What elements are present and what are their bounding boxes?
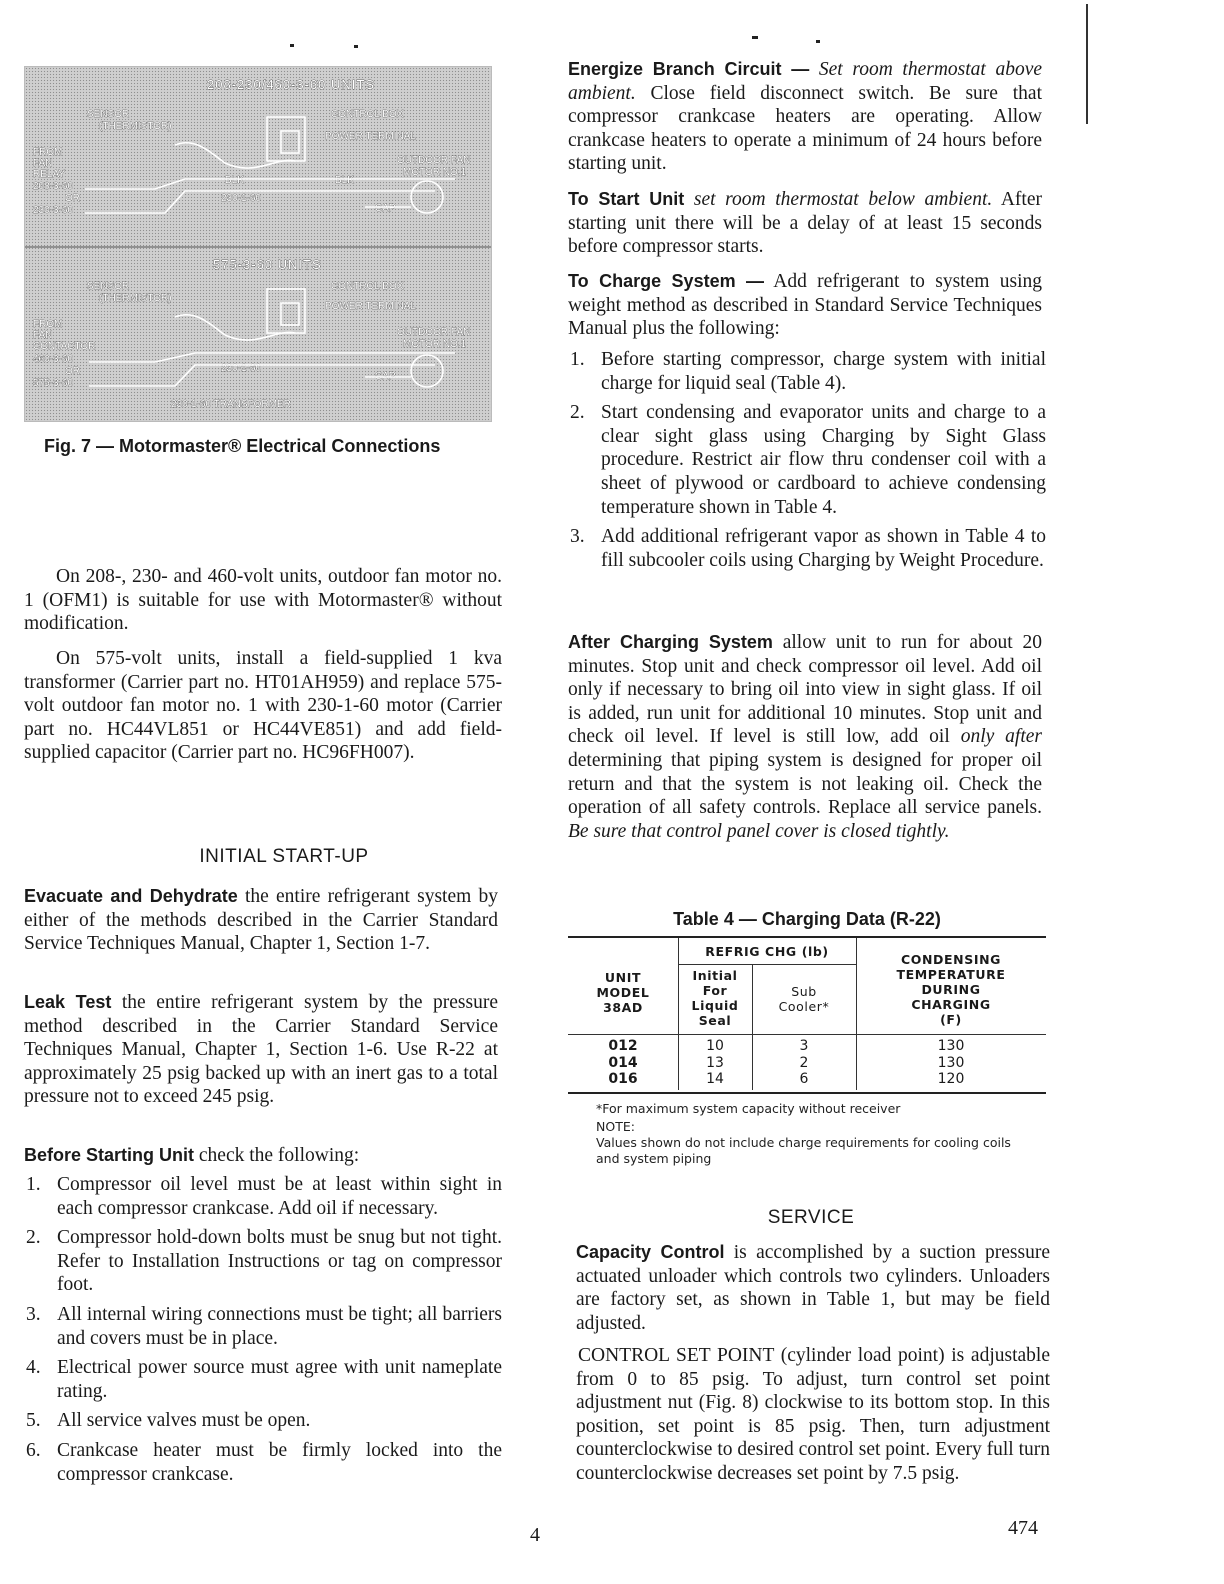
header-unit-model bbox=[568, 970, 678, 1015]
panel-2-contactor: CONTACTOR bbox=[33, 341, 96, 352]
checklist-text: Compressor hold-down bolts must be snug but not tight. Refer to Installation Instructions or tag on compressor foot. bbox=[57, 1227, 502, 1296]
header-condensing-line: CONDENSING bbox=[900, 952, 1001, 967]
panel-2-cap: CAP bbox=[375, 371, 396, 382]
panel-1-motor-circle bbox=[411, 181, 443, 213]
transformer-paragraph: On 575-volt units, install a field-supplied 1 kva transformer (Carrier part no. HT01AH959) and replace 575-volt outdoor fan motor no. 1 with 230-1-60 motor (Carrier part no. HC44VL851 or HC44VE851) and add field-supplied capacitor (Carrier part no. HC96FH007). bbox=[24, 648, 502, 764]
capacity-control-lead: Capacity Control bbox=[576, 1242, 725, 1262]
header-sub-cooler bbox=[752, 984, 856, 1014]
checklist-text: All service valves must be open. bbox=[57, 1410, 311, 1432]
checklist-item bbox=[24, 1439, 502, 1486]
panel-1-outdoor-fan: OUTDOOR FAN bbox=[397, 155, 471, 166]
header-unit-line: MODEL bbox=[596, 985, 650, 1000]
scan-mark bbox=[290, 44, 294, 47]
after-charging-italic-2: Be sure that control panel cover is closed tightly. bbox=[568, 820, 950, 842]
checklist-item bbox=[24, 1226, 502, 1297]
panel-2-power-terminal: POWER TERMINAL bbox=[325, 301, 416, 312]
panel-1-line-a bbox=[85, 179, 455, 189]
evacuate-paragraph bbox=[24, 885, 498, 956]
panel-2-thermistor: (THERMISTOR) bbox=[99, 293, 172, 304]
table-hline bbox=[568, 1034, 1046, 1035]
wiring-diagram bbox=[25, 67, 491, 421]
panel-1-or: OR bbox=[65, 193, 80, 204]
checklist-item bbox=[24, 1356, 502, 1403]
panel-2-transformer: 230-1-60 TRANSFORMER bbox=[171, 399, 291, 410]
table-cell-initial: 10 bbox=[706, 1038, 724, 1054]
charge-step-text: Before starting compressor, charge system with initial charge for liquid seal (Table 4). bbox=[601, 349, 1046, 394]
table-cell-temp: 130 bbox=[937, 1038, 965, 1054]
panel-1-fan: FAN bbox=[33, 158, 53, 169]
leak-test-paragraph bbox=[24, 991, 498, 1109]
table-cell-model: 014 bbox=[608, 1054, 638, 1071]
evacuate-text: the entire refrigerant system by either of the methods described in the Carrier Standard Service Techniques Manual, Chapter 1, Section 1-7. bbox=[24, 886, 498, 955]
panel-1-motor-no: MOTOR NO.1 bbox=[403, 167, 467, 178]
panel-2-or: OR bbox=[65, 366, 80, 377]
table-cell-model: 012 bbox=[608, 1038, 638, 1054]
charge-step-number: 3. bbox=[570, 526, 585, 548]
checklist-number: 3. bbox=[26, 1303, 41, 1325]
panel-2-control-box: CONTROL BOX bbox=[331, 281, 404, 292]
energize-text: Close field disconnect switch. Be sure that compressor crankcase heaters are operating. Allow crankcase heaters to operate a minimum of 24 hours before starting unit. bbox=[568, 82, 1042, 175]
document-number: 474 bbox=[1008, 1517, 1038, 1539]
before-starting-paragraph bbox=[24, 1144, 498, 1168]
charge-step-number: 2. bbox=[570, 402, 585, 424]
panel-2-motor-no: MOTOR NO.1 bbox=[403, 339, 467, 350]
header-sub-line: Sub bbox=[791, 984, 817, 999]
sub-cooler-column bbox=[752, 1038, 856, 1088]
table-cell-sub: 3 bbox=[799, 1038, 809, 1054]
header-unit-line: UNIT bbox=[604, 970, 642, 985]
before-starting-text: check the following: bbox=[198, 1145, 360, 1166]
wiring-figure bbox=[24, 66, 492, 422]
checklist-text: All internal wiring connections must be tight; all barriers and covers must be in place. bbox=[57, 1303, 502, 1349]
panel-1-blk-2: BLK bbox=[335, 175, 354, 186]
panel-2-sensor: SENSOR bbox=[87, 281, 130, 292]
panel-2-voltage-a: 460-3-60 bbox=[33, 354, 74, 365]
evacuate-lead: Evacuate and Dehydrate bbox=[24, 886, 238, 906]
panel-1-voltage-b: 230-3-60 bbox=[33, 205, 74, 216]
panel-1-motor-voltage: 230-1-60 bbox=[221, 193, 262, 204]
checklist-item bbox=[24, 1303, 502, 1350]
panel-2-sensor-wire bbox=[175, 315, 295, 340]
header-initial-line: Liquid bbox=[691, 998, 739, 1013]
panel-2-line-a bbox=[89, 353, 455, 362]
header-refrig-chg: REFRIG CHG (lb) bbox=[705, 944, 829, 959]
header-condensing-temperature bbox=[856, 952, 1046, 1027]
table-note-label: NOTE: bbox=[596, 1119, 635, 1134]
after-charging-lead: After Charging System bbox=[568, 632, 773, 652]
charge-step bbox=[568, 401, 1046, 519]
energize-italic: Set room thermostat above ambient. bbox=[568, 59, 1043, 104]
panel-1-blk-1: BLK bbox=[225, 175, 244, 186]
table-cell-sub: 6 bbox=[799, 1071, 809, 1087]
header-condensing-line: DURING bbox=[921, 982, 981, 997]
scan-mark bbox=[354, 45, 358, 48]
checklist-number: 5. bbox=[26, 1410, 41, 1432]
charge-step-text: Add additional refrigerant vapor as shown in Table 4 to fill subcooler coils using Charging by Weight Procedure. bbox=[601, 526, 1046, 571]
to-charge-paragraph bbox=[568, 270, 1042, 341]
charge-step bbox=[568, 348, 1046, 395]
charging-data-table bbox=[568, 936, 1046, 1094]
to-start-italic: set room thermostat below ambient. bbox=[693, 189, 993, 210]
panel-1-control-box: CONTROL BOX bbox=[331, 109, 404, 120]
condensing-temp-column bbox=[856, 1038, 1046, 1088]
header-unit-line: 38AD bbox=[603, 1000, 643, 1015]
checklist-item bbox=[24, 1173, 502, 1220]
panel-1-sensor: SENSOR bbox=[87, 109, 130, 120]
checklist-text: Crankcase heater must be firmly locked into the compressor crankcase. bbox=[57, 1439, 502, 1485]
panel-2-motor-voltage: 230-1-60 bbox=[221, 363, 262, 374]
to-start-text: After starting unit there will be a delay of at least 15 seconds before compressor starts. bbox=[568, 189, 1042, 258]
service-heading: SERVICE bbox=[767, 1207, 855, 1228]
energize-paragraph bbox=[568, 58, 1042, 176]
panel-1-voltage-a: 208-3-60 bbox=[33, 181, 74, 192]
checklist-item bbox=[24, 1409, 502, 1433]
panel-1-relay: RELAY bbox=[33, 169, 66, 180]
checklist-number: 6. bbox=[26, 1439, 41, 1461]
header-condensing-line: TEMPERATURE bbox=[896, 967, 1006, 982]
charge-step-text: Start condensing and evaporator units and charge to a clear sight glass using Charging by Sight Glass procedure. Restrict air flow thru condenser coil with a sheet of plywood or cardboard to achieve condensing temperature shown in Table 4. bbox=[601, 402, 1046, 518]
panel-2-outdoor-fan: OUTDOOR FAN bbox=[397, 327, 471, 338]
panel-1-from: FROM bbox=[33, 147, 63, 158]
table-cell-initial: 13 bbox=[706, 1054, 724, 1071]
panel-1-terminal-shape bbox=[281, 131, 299, 153]
header-initial-line: Initial bbox=[692, 968, 738, 983]
after-charging-text: allow unit to run for about 20 minutes. Stop unit and check compressor oil level. Add oil only if necessary to bring oil into view in sight glass. If oil is added, run unit for additional 10 minutes. Stop unit and check oil level. If level is still low, add oil bbox=[568, 632, 1042, 748]
table-hline bbox=[678, 964, 856, 965]
before-starting-lead: Before Starting Unit bbox=[24, 1145, 195, 1165]
page-number: 4 bbox=[530, 1524, 540, 1546]
table-title: Table 4 — Charging Data (R-22) bbox=[673, 909, 941, 929]
charge-step bbox=[568, 525, 1046, 572]
panel-2-from: FROM bbox=[33, 319, 63, 330]
header-sub-line: Cooler* bbox=[778, 999, 830, 1014]
initial-charge-column bbox=[678, 1038, 752, 1088]
after-charging-text-2: determining that piping system is designed for proper oil return and that the system is not leaking oil. Check the operation of all safety controls. Replace all service panels. bbox=[568, 749, 1042, 819]
startup-checklist bbox=[24, 1173, 502, 1486]
panel-1-power-terminal: POWER TERMINAL bbox=[325, 131, 416, 142]
after-charging-italic-1: only after bbox=[960, 726, 1042, 748]
header-condensing-line: (F) bbox=[940, 1012, 962, 1027]
checklist-text: Electrical power source must agree with unit nameplate rating. bbox=[57, 1357, 502, 1402]
table-cell-temp: 130 bbox=[937, 1054, 965, 1071]
model-column bbox=[568, 1038, 678, 1088]
scan-edge-line bbox=[1086, 4, 1088, 124]
panel-2-terminal-shape bbox=[281, 303, 299, 325]
panel-1-title: 208-230/460-3-60 UNITS bbox=[207, 77, 375, 92]
to-start-lead: To Start Unit bbox=[568, 189, 685, 209]
header-initial-line: Seal bbox=[698, 1013, 732, 1028]
table-cell-model: 016 bbox=[608, 1071, 638, 1087]
energize-lead: Energize Branch Circuit — bbox=[568, 59, 810, 79]
panel-1-cap: CAP bbox=[375, 203, 396, 214]
panel-2-fan: FAN bbox=[33, 330, 53, 341]
checklist-text: Compressor oil level must be at least within sight in each compressor crankcase. Add oil if necessary. bbox=[57, 1174, 502, 1219]
leak-test-text: the entire refrigerant system by the pressure method described in the Carrier Standard Service Techniques Manual, Chapter 1, Section 1-6. Use R-22 at approximately 25 psig backed up with an inert gas to a total pressure not to exceed 245 psig. bbox=[24, 992, 499, 1108]
panel-2-voltage-b: 575-3-60 bbox=[33, 378, 74, 389]
table-note-text: Values shown do not include charge requirements for cooling coils and system piping bbox=[596, 1135, 1011, 1166]
header-initial-line: For bbox=[702, 983, 728, 998]
figure-caption: Fig. 7 — Motormaster® Electrical Connections bbox=[44, 436, 441, 456]
to-start-paragraph bbox=[568, 188, 1042, 259]
initial-startup-heading: INITIAL START-UP bbox=[199, 846, 369, 867]
panel-2-motor-circle bbox=[411, 355, 443, 387]
leak-test-lead: Leak Test bbox=[24, 992, 112, 1012]
charge-steps-list bbox=[568, 348, 1046, 572]
scan-mark bbox=[752, 36, 758, 39]
after-charging-paragraph bbox=[568, 631, 1042, 843]
to-charge-text: Add refrigerant to system using weight method as described in Standard Service Techniques Manual plus the following: bbox=[568, 271, 1042, 340]
panel-1-thermistor: (THERMISTOR) bbox=[99, 121, 172, 132]
motor-compat-paragraph: On 208-, 230- and 460-volt units, outdoor fan motor no. 1 (OFM1) is suitable for use with Motormaster® without modification. bbox=[24, 566, 502, 635]
checklist-number: 4. bbox=[26, 1357, 41, 1379]
header-initial-for-liquid-seal bbox=[678, 968, 752, 1028]
header-condensing-line: CHARGING bbox=[911, 997, 991, 1012]
checklist-number: 2. bbox=[26, 1227, 41, 1249]
scan-mark bbox=[816, 40, 820, 43]
control-set-point-paragraph: CONTROL SET POINT (cylinder load point) is adjustable from 0 to 85 psig. To adjust, turn control set point adjustment nut (Fig. 8) clockwise to its bottom stop. In this position, set point is 85 psig. Then, turn adjustment counterclockwise to desired control set point. Every full turn counterclockwise decreases set point by 7.5 psig. bbox=[576, 1345, 1050, 1484]
table-footnote: *For maximum system capacity without receiver bbox=[596, 1101, 901, 1116]
capacity-control-text: is accomplished by a suction pressure actuated unloader which controls two cylinders. Unloaders are factory set, as shown in Table 1, but may be field adjusted. bbox=[576, 1242, 1050, 1334]
panel-1-sensor-wire bbox=[175, 143, 295, 168]
table-cell-sub: 2 bbox=[799, 1054, 809, 1071]
charge-step-number: 1. bbox=[570, 349, 585, 370]
checklist-number: 1. bbox=[26, 1174, 41, 1195]
capacity-control-paragraph bbox=[576, 1241, 1050, 1335]
panel-2-title: 575-3-60 UNITS bbox=[213, 257, 322, 272]
table-cell-initial: 14 bbox=[706, 1071, 724, 1087]
table-cell-temp: 120 bbox=[937, 1071, 965, 1087]
to-charge-lead: To Charge System — bbox=[568, 271, 765, 291]
